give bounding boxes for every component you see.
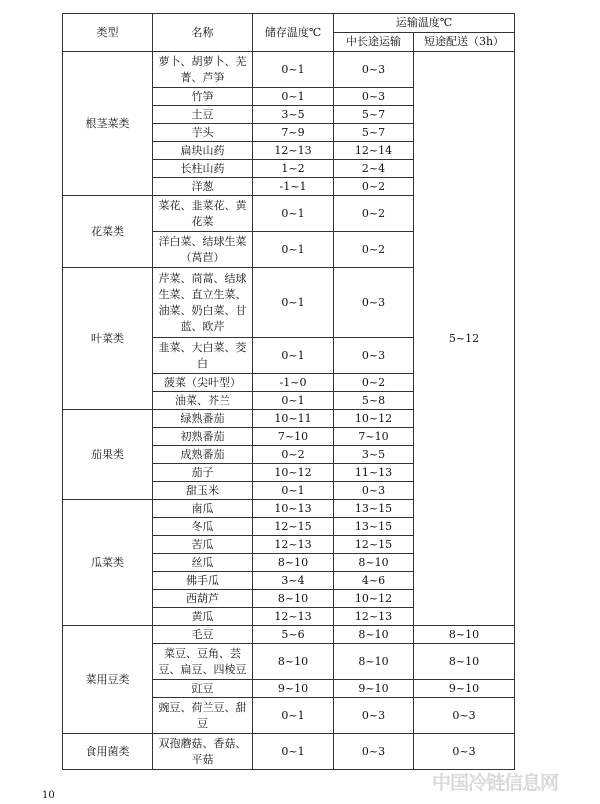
name-cell: 菜豆、豆角、芸豆、扁豆、四棱豆 <box>153 644 253 680</box>
storage-cell: 7~9 <box>253 124 334 142</box>
long-cell: 12~13 <box>334 608 414 626</box>
short-cell: 9~10 <box>414 680 515 698</box>
category-cell: 瓜菜类 <box>63 500 153 626</box>
long-cell: 0~2 <box>334 374 414 392</box>
long-cell: 13~15 <box>334 500 414 518</box>
long-cell: 0~3 <box>334 52 414 88</box>
long-cell: 12~15 <box>334 536 414 554</box>
cold-chain-temperature-table <box>62 13 515 770</box>
long-cell: 2~4 <box>334 160 414 178</box>
name-cell: 土豆 <box>153 106 253 124</box>
category-cell: 根茎菜类 <box>63 52 153 196</box>
header-storage-temp: 储存温度℃ <box>253 14 334 52</box>
long-cell: 13~15 <box>334 518 414 536</box>
table-row <box>63 626 515 644</box>
storage-cell: 0~1 <box>253 698 334 734</box>
name-cell: 豌豆、荷兰豆、甜豆 <box>153 698 253 734</box>
long-cell: 5~7 <box>334 124 414 142</box>
name-cell: 扁块山药 <box>153 142 253 160</box>
header-type: 类型 <box>63 14 153 52</box>
name-cell: 芹菜、茼蒿、结球生菜、直立生菜、油菜、奶白菜、甘蓝、欧芹 <box>153 268 253 338</box>
storage-cell: 0~1 <box>253 232 334 268</box>
category-cell: 茄果类 <box>63 410 153 500</box>
name-cell: 西葫芦 <box>153 590 253 608</box>
storage-cell: 0~1 <box>253 482 334 500</box>
long-cell: 7~10 <box>334 428 414 446</box>
name-cell: 菜花、韭菜花、黄花菜 <box>153 196 253 232</box>
storage-cell: 10~12 <box>253 464 334 482</box>
storage-cell: -1~1 <box>253 178 334 196</box>
storage-cell: 0~1 <box>253 88 334 106</box>
long-cell: 3~5 <box>334 446 414 464</box>
name-cell: 长柱山药 <box>153 160 253 178</box>
storage-cell: 12~13 <box>253 608 334 626</box>
storage-cell: 8~10 <box>253 644 334 680</box>
long-cell: 0~2 <box>334 196 414 232</box>
storage-cell: 1~2 <box>253 160 334 178</box>
name-cell: 芋头 <box>153 124 253 142</box>
long-cell: 0~3 <box>334 734 414 770</box>
name-cell: 洋葱 <box>153 178 253 196</box>
long-cell: 0~3 <box>334 482 414 500</box>
name-cell: 黄瓜 <box>153 608 253 626</box>
long-cell: 4~6 <box>334 572 414 590</box>
category-cell: 叶菜类 <box>63 268 153 410</box>
storage-cell: 0~1 <box>253 338 334 374</box>
name-cell: 甜玉米 <box>153 482 253 500</box>
long-cell: 8~10 <box>334 554 414 572</box>
storage-cell: 8~10 <box>253 554 334 572</box>
category-cell: 花菜类 <box>63 196 153 268</box>
name-cell: 毛豆 <box>153 626 253 644</box>
long-cell: 0~3 <box>334 698 414 734</box>
watermark-logo: 中国冷链信息网 <box>432 772 559 794</box>
storage-cell: 0~1 <box>253 734 334 770</box>
storage-cell: 8~10 <box>253 590 334 608</box>
storage-cell: 12~13 <box>253 536 334 554</box>
name-cell: 豇豆 <box>153 680 253 698</box>
storage-cell: 5~6 <box>253 626 334 644</box>
long-cell: 11~13 <box>334 464 414 482</box>
long-cell: 8~10 <box>334 626 414 644</box>
name-cell: 韭菜、大白菜、茭白 <box>153 338 253 374</box>
table-body <box>63 52 515 770</box>
long-cell: 10~12 <box>334 590 414 608</box>
long-cell: 12~14 <box>334 142 414 160</box>
header-transport-temp: 运输温度℃ <box>334 14 515 33</box>
long-cell: 0~3 <box>334 88 414 106</box>
storage-cell: 0~1 <box>253 268 334 338</box>
long-cell: 5~8 <box>334 392 414 410</box>
storage-cell: 0~1 <box>253 392 334 410</box>
long-cell: 5~7 <box>334 106 414 124</box>
storage-cell: 12~13 <box>253 142 334 160</box>
name-cell: 初熟番茄 <box>153 428 253 446</box>
name-cell: 南瓜 <box>153 500 253 518</box>
storage-cell: 7~10 <box>253 428 334 446</box>
name-cell: 丝瓜 <box>153 554 253 572</box>
storage-cell: 0~1 <box>253 52 334 88</box>
name-cell: 绿熟番茄 <box>153 410 253 428</box>
long-cell: 0~2 <box>334 232 414 268</box>
short-cell: 0~3 <box>414 698 515 734</box>
name-cell: 油菜、芥兰 <box>153 392 253 410</box>
long-cell: 9~10 <box>334 680 414 698</box>
header-name: 名称 <box>153 14 253 52</box>
storage-cell: 10~13 <box>253 500 334 518</box>
name-cell: 双孢蘑菇、香菇、平菇 <box>153 734 253 770</box>
header-long-haul: 中长途运输 <box>334 33 414 52</box>
storage-cell: 10~11 <box>253 410 334 428</box>
name-cell: 冬瓜 <box>153 518 253 536</box>
long-cell: 0~3 <box>334 338 414 374</box>
name-cell: 菠菜（尖叶型） <box>153 374 253 392</box>
name-cell: 竹笋 <box>153 88 253 106</box>
name-cell: 萝卜、胡萝卜、芜菁、芦笋 <box>153 52 253 88</box>
storage-cell: 0~1 <box>253 196 334 232</box>
storage-cell: 12~15 <box>253 518 334 536</box>
storage-cell: -1~0 <box>253 374 334 392</box>
name-cell: 成熟番茄 <box>153 446 253 464</box>
category-cell: 菜用豆类 <box>63 626 153 734</box>
storage-cell: 3~4 <box>253 572 334 590</box>
table-row <box>63 734 515 770</box>
storage-cell: 3~5 <box>253 106 334 124</box>
short-cell: 8~10 <box>414 644 515 680</box>
category-cell: 食用菌类 <box>63 734 153 770</box>
long-cell: 0~3 <box>334 268 414 338</box>
long-cell: 10~12 <box>334 410 414 428</box>
table-row <box>63 52 515 88</box>
short-cell: 8~10 <box>414 626 515 644</box>
long-cell: 8~10 <box>334 644 414 680</box>
name-cell: 苦瓜 <box>153 536 253 554</box>
long-cell: 0~2 <box>334 178 414 196</box>
page-number: 10 <box>42 790 55 801</box>
name-cell: 佛手瓜 <box>153 572 253 590</box>
storage-cell: 9~10 <box>253 680 334 698</box>
name-cell: 洋白菜、结球生菜（莴苣） <box>153 232 253 268</box>
short-cell: 0~3 <box>414 734 515 770</box>
storage-cell: 0~2 <box>253 446 334 464</box>
name-cell: 茄子 <box>153 464 253 482</box>
header-short-haul: 短途配送（3h） <box>414 33 515 52</box>
short-merged-cell: 5~12 <box>414 52 515 626</box>
